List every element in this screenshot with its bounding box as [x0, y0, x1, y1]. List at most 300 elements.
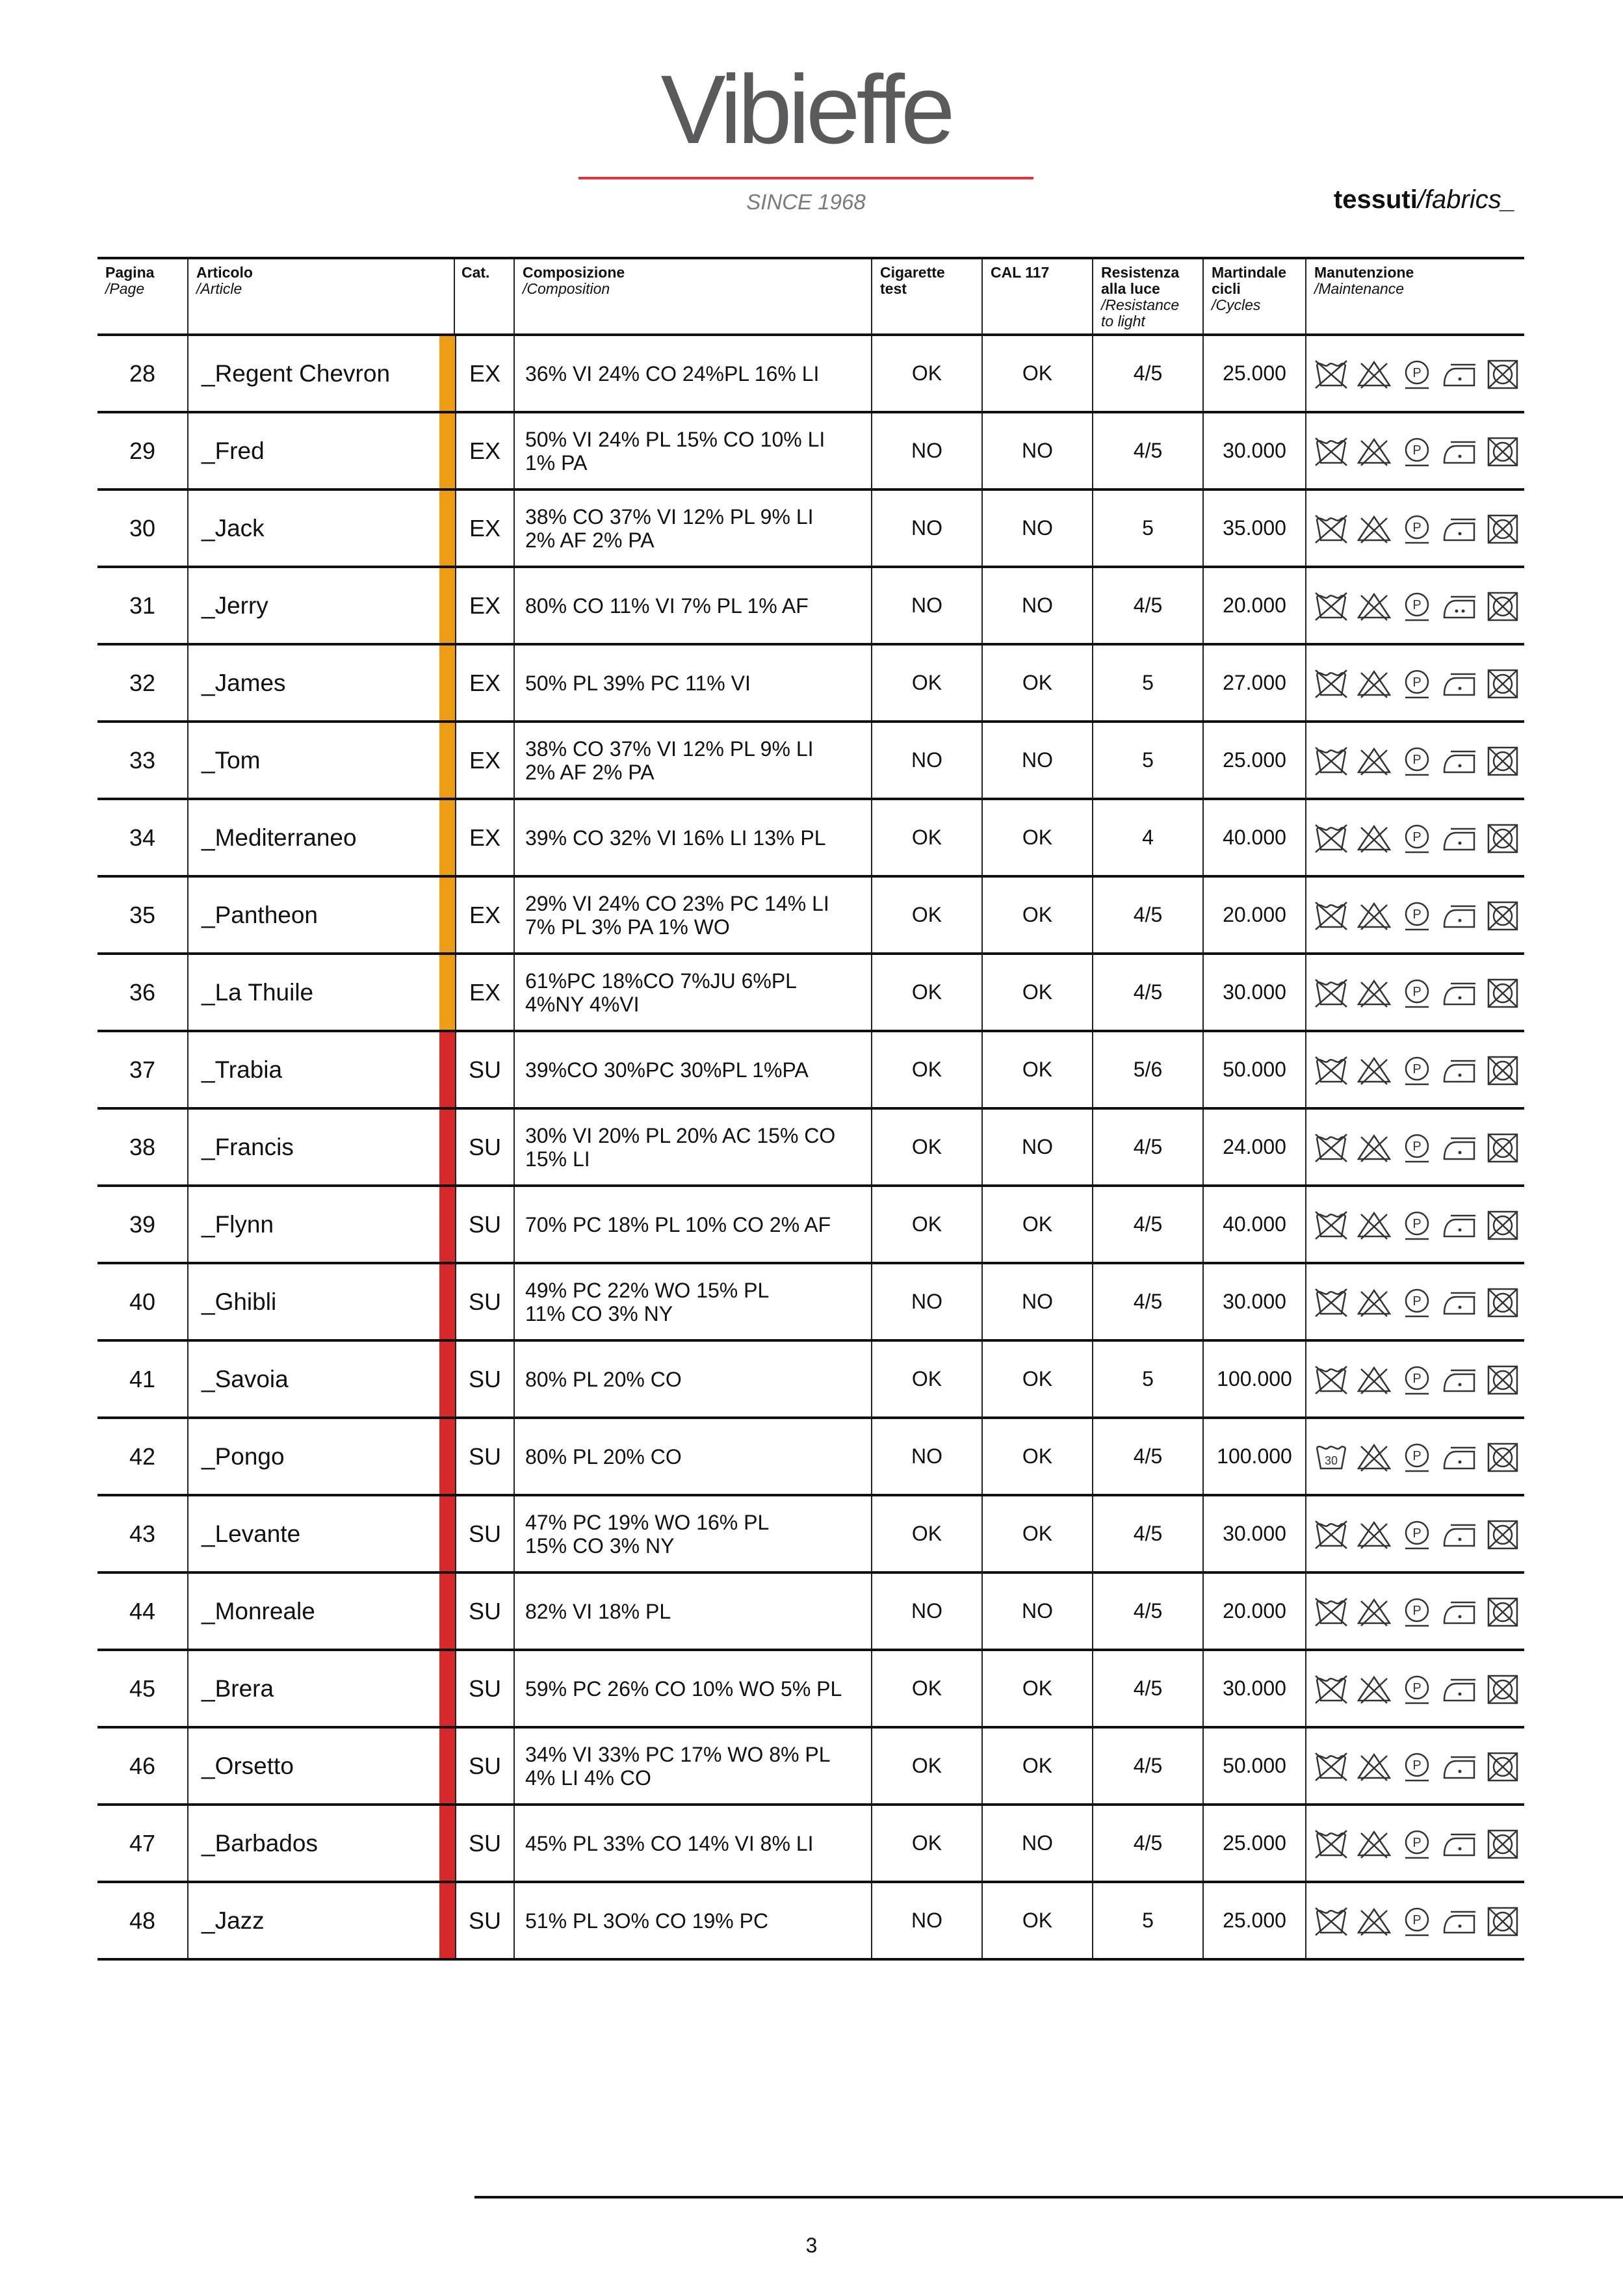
row-cal117: NO — [983, 1264, 1093, 1339]
no-bleach-icon — [1355, 1515, 1394, 1554]
no-bleach-icon — [1355, 973, 1394, 1012]
header-martindale-it: Martindale cicli — [1212, 264, 1287, 297]
svg-text:P: P — [1412, 907, 1422, 922]
no-tumble-dry-icon — [1483, 1283, 1522, 1322]
header-resistance-it: Resistenza alla luce — [1101, 264, 1180, 297]
row-cal117: OK — [983, 1032, 1093, 1107]
row-page: 46 — [97, 1729, 188, 1803]
row-martindale: 40.000 — [1204, 800, 1306, 875]
no-bleach-icon — [1355, 664, 1394, 703]
category-color-bar — [439, 1806, 455, 1881]
table-row — [97, 568, 1524, 646]
dry-clean-p-icon — [1397, 1901, 1436, 1940]
table-body — [97, 336, 1524, 1961]
row-cigarette-test: NO — [872, 568, 983, 643]
row-composition: 80% CO 11% VI 7% PL 1% AF — [515, 568, 872, 643]
row-light-resistance: 4/5 — [1093, 955, 1204, 1030]
header-resistance-en: /Resistance to light — [1101, 296, 1180, 330]
no-tumble-dry-icon — [1483, 1205, 1522, 1244]
category-color-bar — [439, 646, 455, 720]
iron-low-icon — [1440, 1437, 1479, 1476]
header-composition-en: /Composition — [523, 280, 610, 297]
care-icons — [1312, 1128, 1522, 1167]
row-article: _Tom — [201, 746, 261, 774]
table-row — [97, 413, 1524, 491]
iron-low-icon — [1440, 1592, 1479, 1631]
row-martindale: 27.000 — [1204, 646, 1306, 720]
row-article: _Barbados — [201, 1829, 318, 1857]
row-category: EX — [455, 646, 515, 720]
category-color-bar — [439, 800, 455, 875]
table-row — [97, 491, 1524, 568]
row-page: 41 — [97, 1342, 188, 1416]
iron-low-icon — [1440, 1824, 1479, 1863]
row-composition: 50% PL 39% PC 11% VI — [515, 646, 872, 720]
row-article: _Jazz — [201, 1907, 265, 1934]
row-article: _Pongo — [201, 1442, 285, 1470]
header-article-it: Articolo — [196, 264, 253, 281]
no-tumble-dry-icon — [1483, 1669, 1522, 1708]
row-maintenance — [1306, 413, 1524, 488]
header-cigarette — [872, 259, 983, 333]
table-row — [97, 1574, 1524, 1651]
dry-clean-p-icon — [1397, 1283, 1436, 1322]
dry-clean-p-icon — [1397, 1128, 1436, 1167]
row-composition: 49% PC 22% WO 15% PL 11% CO 3% NY — [515, 1264, 872, 1339]
row-cigarette-test: OK — [872, 1729, 983, 1803]
row-martindale: 100.000 — [1204, 1419, 1306, 1494]
table-row — [97, 1496, 1524, 1574]
row-page: 47 — [97, 1806, 188, 1881]
row-martindale: 50.000 — [1204, 1729, 1306, 1803]
row-composition: 36% VI 24% CO 24%PL 16% LI — [515, 336, 872, 411]
no-tumble-dry-icon — [1483, 1824, 1522, 1863]
table-row — [97, 1883, 1524, 1961]
svg-text:P: P — [1412, 675, 1422, 690]
row-cal117: OK — [983, 1651, 1093, 1726]
row-cal117: OK — [983, 955, 1093, 1030]
no-bleach-icon — [1355, 509, 1394, 548]
row-composition: 39% CO 32% VI 16% LI 13% PL — [515, 800, 872, 875]
row-category: SU — [455, 1883, 515, 1958]
row-article: _Monreale — [201, 1597, 315, 1624]
row-cigarette-test: OK — [872, 878, 983, 952]
row-cigarette-test: OK — [872, 1032, 983, 1107]
row-composition: 51% PL 3O% CO 19% PC — [515, 1883, 872, 1958]
no-bleach-icon — [1355, 1128, 1394, 1167]
row-page: 42 — [97, 1419, 188, 1494]
category-color-bar — [439, 1342, 455, 1416]
row-cal117: OK — [983, 800, 1093, 875]
category-color-bar — [439, 1032, 455, 1107]
no-wash-icon — [1312, 1283, 1351, 1322]
svg-text:30: 30 — [1324, 1454, 1338, 1467]
row-maintenance — [1306, 491, 1524, 566]
no-tumble-dry-icon — [1483, 741, 1522, 780]
svg-text:P: P — [1412, 1216, 1422, 1231]
table-row — [97, 955, 1524, 1032]
row-cal117: NO — [983, 1574, 1093, 1649]
row-martindale: 20.000 — [1204, 878, 1306, 952]
dry-clean-p-icon — [1397, 354, 1436, 393]
no-tumble-dry-icon — [1483, 1901, 1522, 1940]
row-page: 38 — [97, 1110, 188, 1184]
iron-low-icon — [1440, 741, 1479, 780]
care-icons — [1312, 1592, 1522, 1631]
category-color-bar — [439, 1419, 455, 1494]
header-cat-it: Cat. — [461, 264, 490, 281]
row-category: EX — [455, 723, 515, 798]
care-icons — [1312, 354, 1522, 393]
row-page: 36 — [97, 955, 188, 1030]
no-tumble-dry-icon — [1483, 973, 1522, 1012]
care-icons — [1312, 1360, 1522, 1399]
table-row — [97, 723, 1524, 800]
header-cigarette-it: Cigarette test — [880, 264, 945, 297]
dry-clean-p-icon — [1397, 818, 1436, 857]
row-composition: 50% VI 24% PL 15% CO 10% LI 1% PA — [515, 413, 872, 488]
no-wash-icon — [1312, 1360, 1351, 1399]
row-article: _Regent Chevron — [201, 359, 391, 387]
svg-text:P: P — [1412, 520, 1422, 535]
row-light-resistance: 5 — [1093, 723, 1204, 798]
row-category: EX — [455, 413, 515, 488]
care-icons — [1312, 896, 1522, 935]
row-martindale: 30.000 — [1204, 1496, 1306, 1571]
row-martindale: 25.000 — [1204, 1806, 1306, 1881]
svg-text:P: P — [1412, 1912, 1422, 1927]
row-article: _Brera — [201, 1675, 274, 1702]
dry-clean-p-icon — [1397, 1592, 1436, 1631]
row-light-resistance: 4/5 — [1093, 568, 1204, 643]
no-bleach-icon — [1355, 1669, 1394, 1708]
no-wash-icon — [1312, 432, 1351, 471]
row-maintenance — [1306, 646, 1524, 720]
row-page: 32 — [97, 646, 188, 720]
header-page — [97, 259, 188, 333]
no-bleach-icon — [1355, 1592, 1394, 1631]
no-tumble-dry-icon — [1483, 896, 1522, 935]
no-bleach-icon — [1355, 1747, 1394, 1786]
row-maintenance — [1306, 1032, 1524, 1107]
no-tumble-dry-icon — [1483, 1437, 1522, 1476]
svg-text:P: P — [1412, 1835, 1422, 1850]
no-bleach-icon — [1355, 586, 1394, 625]
no-bleach-icon — [1355, 1050, 1394, 1089]
table-row — [97, 878, 1524, 955]
row-category: EX — [455, 955, 515, 1030]
care-icons — [1312, 509, 1522, 548]
row-cigarette-test: NO — [872, 1264, 983, 1339]
svg-text:P: P — [1412, 1371, 1422, 1386]
care-icons — [1312, 818, 1522, 857]
svg-text:P: P — [1412, 365, 1422, 380]
header-maintenance-it: Manutenzione — [1314, 264, 1414, 281]
row-light-resistance: 4/5 — [1093, 1264, 1204, 1339]
dry-clean-p-icon — [1397, 1669, 1436, 1708]
row-composition: 59% PC 26% CO 10% WO 5% PL — [515, 1651, 872, 1726]
row-cal117: OK — [983, 646, 1093, 720]
iron-low-icon — [1440, 896, 1479, 935]
row-article: _James — [201, 669, 286, 696]
row-maintenance — [1306, 1110, 1524, 1184]
no-wash-icon — [1312, 1515, 1351, 1554]
table-header — [97, 257, 1524, 336]
table-row — [97, 336, 1524, 413]
row-cigarette-test: NO — [872, 1883, 983, 1958]
header-article — [188, 259, 455, 333]
row-martindale: 30.000 — [1204, 413, 1306, 488]
table-row — [97, 1187, 1524, 1264]
no-wash-icon — [1312, 664, 1351, 703]
category-color-bar — [439, 1574, 455, 1649]
row-maintenance — [1306, 1342, 1524, 1416]
row-category: EX — [455, 491, 515, 566]
row-page: 44 — [97, 1574, 188, 1649]
header-page-en: /Page — [105, 280, 145, 297]
row-composition: 38% CO 37% VI 12% PL 9% LI 2% AF 2% PA — [515, 491, 872, 566]
row-maintenance — [1306, 1419, 1524, 1494]
header-maintenance-en: /Maintenance — [1314, 280, 1405, 297]
row-category: EX — [455, 878, 515, 952]
iron-low-icon — [1440, 818, 1479, 857]
row-cal117: OK — [983, 1419, 1093, 1494]
no-wash-icon — [1312, 741, 1351, 780]
row-cal117: NO — [983, 568, 1093, 643]
iron-low-icon — [1440, 1283, 1479, 1322]
row-cigarette-test: OK — [872, 1110, 983, 1184]
no-bleach-icon — [1355, 896, 1394, 935]
row-article: _Orsetto — [201, 1752, 294, 1779]
row-article: _Jack — [201, 514, 265, 541]
row-composition: 80% PL 20% CO — [515, 1342, 872, 1416]
row-article: _Jerry — [201, 592, 268, 619]
brand-logo — [572, 65, 1040, 221]
dry-clean-p-icon — [1397, 896, 1436, 935]
no-bleach-icon — [1355, 1901, 1394, 1940]
no-tumble-dry-icon — [1483, 1128, 1522, 1167]
care-icons — [1312, 1669, 1522, 1708]
no-tumble-dry-icon — [1483, 1515, 1522, 1554]
dry-clean-p-icon — [1397, 1747, 1436, 1786]
row-category: SU — [455, 1806, 515, 1881]
header-resistance — [1093, 259, 1204, 333]
care-icons — [1312, 1050, 1522, 1089]
no-bleach-icon — [1355, 818, 1394, 857]
no-wash-icon — [1312, 973, 1351, 1012]
svg-text:P: P — [1412, 1603, 1422, 1618]
row-cal117: OK — [983, 878, 1093, 952]
row-cigarette-test: OK — [872, 800, 983, 875]
care-icons — [1312, 1901, 1522, 1940]
row-maintenance — [1306, 1264, 1524, 1339]
row-martindale: 50.000 — [1204, 1032, 1306, 1107]
category-color-bar — [439, 1187, 455, 1262]
row-martindale: 30.000 — [1204, 1264, 1306, 1339]
no-wash-icon — [1312, 1669, 1351, 1708]
row-cal117: OK — [983, 1883, 1093, 1958]
row-page: 33 — [97, 723, 188, 798]
row-category: SU — [455, 1264, 515, 1339]
iron-low-icon — [1440, 664, 1479, 703]
header-page-it: Pagina — [105, 264, 155, 281]
row-maintenance — [1306, 1806, 1524, 1881]
row-light-resistance: 4/5 — [1093, 1651, 1204, 1726]
row-martindale: 25.000 — [1204, 723, 1306, 798]
row-composition: 70% PC 18% PL 10% CO 2% AF — [515, 1187, 872, 1262]
dry-clean-p-icon — [1397, 1437, 1436, 1476]
dry-clean-p-icon — [1397, 1050, 1436, 1089]
row-page: 48 — [97, 1883, 188, 1958]
category-color-bar — [439, 1883, 455, 1958]
row-category: SU — [455, 1419, 515, 1494]
row-light-resistance: 4/5 — [1093, 1574, 1204, 1649]
row-cigarette-test: OK — [872, 336, 983, 411]
iron-medium-icon — [1440, 586, 1479, 625]
category-color-bar — [439, 1729, 455, 1803]
dry-clean-p-icon — [1397, 664, 1436, 703]
table-row — [97, 800, 1524, 878]
no-bleach-icon — [1355, 1360, 1394, 1399]
no-tumble-dry-icon — [1483, 509, 1522, 548]
no-bleach-icon — [1355, 1283, 1394, 1322]
row-composition: 47% PC 19% WO 16% PL 15% CO 3% NY — [515, 1496, 872, 1571]
row-composition: 38% CO 37% VI 12% PL 9% LI 2% AF 2% PA — [515, 723, 872, 798]
row-maintenance — [1306, 1729, 1524, 1803]
table-row — [97, 1419, 1524, 1496]
row-cal117: OK — [983, 1729, 1093, 1803]
header-cat — [455, 259, 515, 333]
row-category: SU — [455, 1729, 515, 1803]
row-light-resistance: 5/6 — [1093, 1032, 1204, 1107]
row-composition: 82% VI 18% PL — [515, 1574, 872, 1649]
row-light-resistance: 5 — [1093, 1883, 1204, 1958]
row-light-resistance: 5 — [1093, 1342, 1204, 1416]
table-row — [97, 1032, 1524, 1110]
row-article: _La Thuile — [201, 978, 314, 1006]
no-wash-icon — [1312, 1205, 1351, 1244]
no-tumble-dry-icon — [1483, 664, 1522, 703]
row-category: EX — [455, 800, 515, 875]
care-icons — [1312, 1515, 1522, 1554]
category-color-bar — [439, 336, 455, 411]
row-light-resistance: 4/5 — [1093, 336, 1204, 411]
svg-text:P: P — [1412, 1294, 1422, 1309]
no-tumble-dry-icon — [1483, 818, 1522, 857]
row-article: _Fred — [201, 437, 265, 464]
svg-text:P: P — [1412, 1139, 1422, 1154]
header-composition-it: Composizione — [523, 264, 625, 281]
no-tumble-dry-icon — [1483, 586, 1522, 625]
no-wash-icon — [1312, 1747, 1351, 1786]
row-maintenance — [1306, 1883, 1524, 1958]
row-maintenance — [1306, 723, 1524, 798]
dry-clean-p-icon — [1397, 432, 1436, 471]
row-page: 31 — [97, 568, 188, 643]
row-cal117: NO — [983, 723, 1093, 798]
row-maintenance — [1306, 878, 1524, 952]
row-martindale: 40.000 — [1204, 1187, 1306, 1262]
row-cal117: NO — [983, 1110, 1093, 1184]
header-martindale — [1204, 259, 1306, 333]
iron-low-icon — [1440, 1360, 1479, 1399]
brand-wordmark: Vibieffe — [660, 65, 952, 164]
no-tumble-dry-icon — [1483, 1747, 1522, 1786]
no-bleach-icon — [1355, 1437, 1394, 1476]
no-bleach-icon — [1355, 354, 1394, 393]
row-martindale: 30.000 — [1204, 1651, 1306, 1726]
row-article: _Flynn — [201, 1210, 274, 1238]
table-row — [97, 1806, 1524, 1883]
row-martindale: 30.000 — [1204, 955, 1306, 1030]
row-cigarette-test: OK — [872, 955, 983, 1030]
row-light-resistance: 4/5 — [1093, 1729, 1204, 1803]
category-color-bar — [439, 568, 455, 643]
iron-low-icon — [1440, 1901, 1479, 1940]
dry-clean-p-icon — [1397, 1205, 1436, 1244]
svg-text:P: P — [1412, 1448, 1422, 1463]
table-row — [97, 1110, 1524, 1187]
iron-low-icon — [1440, 973, 1479, 1012]
no-wash-icon — [1312, 896, 1351, 935]
row-cigarette-test: OK — [872, 1342, 983, 1416]
row-cal117: NO — [983, 1806, 1093, 1881]
dry-clean-p-icon — [1397, 1515, 1436, 1554]
dry-clean-p-icon — [1397, 1360, 1436, 1399]
table-row — [97, 646, 1524, 723]
row-martindale: 35.000 — [1204, 491, 1306, 566]
svg-text:P: P — [1412, 752, 1422, 767]
row-category: EX — [455, 336, 515, 411]
no-tumble-dry-icon — [1483, 1050, 1522, 1089]
no-wash-icon — [1312, 509, 1351, 548]
row-category: SU — [455, 1496, 515, 1571]
no-wash-icon — [1312, 354, 1351, 393]
row-cal117: OK — [983, 336, 1093, 411]
row-light-resistance: 5 — [1093, 491, 1204, 566]
category-color-bar — [439, 1110, 455, 1184]
row-martindale: 24.000 — [1204, 1110, 1306, 1184]
header-cal117 — [983, 259, 1093, 333]
dry-clean-p-icon — [1397, 741, 1436, 780]
no-bleach-icon — [1355, 1824, 1394, 1863]
tagline-italic: /fabrics_ — [1417, 185, 1516, 214]
page-number: 3 — [805, 2234, 818, 2257]
svg-text:P: P — [1412, 1526, 1422, 1541]
row-composition: 30% VI 20% PL 20% AC 15% CO 15% LI — [515, 1110, 872, 1184]
row-cal117: NO — [983, 413, 1093, 488]
row-cigarette-test: OK — [872, 1806, 983, 1881]
row-maintenance — [1306, 1187, 1524, 1262]
dry-clean-p-icon — [1397, 973, 1436, 1012]
row-page: 28 — [97, 336, 188, 411]
row-light-resistance: 4 — [1093, 800, 1204, 875]
svg-text:P: P — [1412, 443, 1422, 458]
row-composition: 45% PL 33% CO 14% VI 8% LI — [515, 1806, 872, 1881]
care-icons — [1312, 664, 1522, 703]
care-icons — [1312, 586, 1522, 625]
care-icons — [1312, 1283, 1522, 1322]
table-row — [97, 1729, 1524, 1806]
row-light-resistance: 4/5 — [1093, 1419, 1204, 1494]
table-row — [97, 1342, 1524, 1419]
row-martindale: 100.000 — [1204, 1342, 1306, 1416]
catalog-tagline — [1334, 185, 1516, 215]
no-bleach-icon — [1355, 741, 1394, 780]
row-maintenance — [1306, 1651, 1524, 1726]
row-composition: 39%CO 30%PC 30%PL 1%PA — [515, 1032, 872, 1107]
svg-text:P: P — [1412, 1062, 1422, 1076]
